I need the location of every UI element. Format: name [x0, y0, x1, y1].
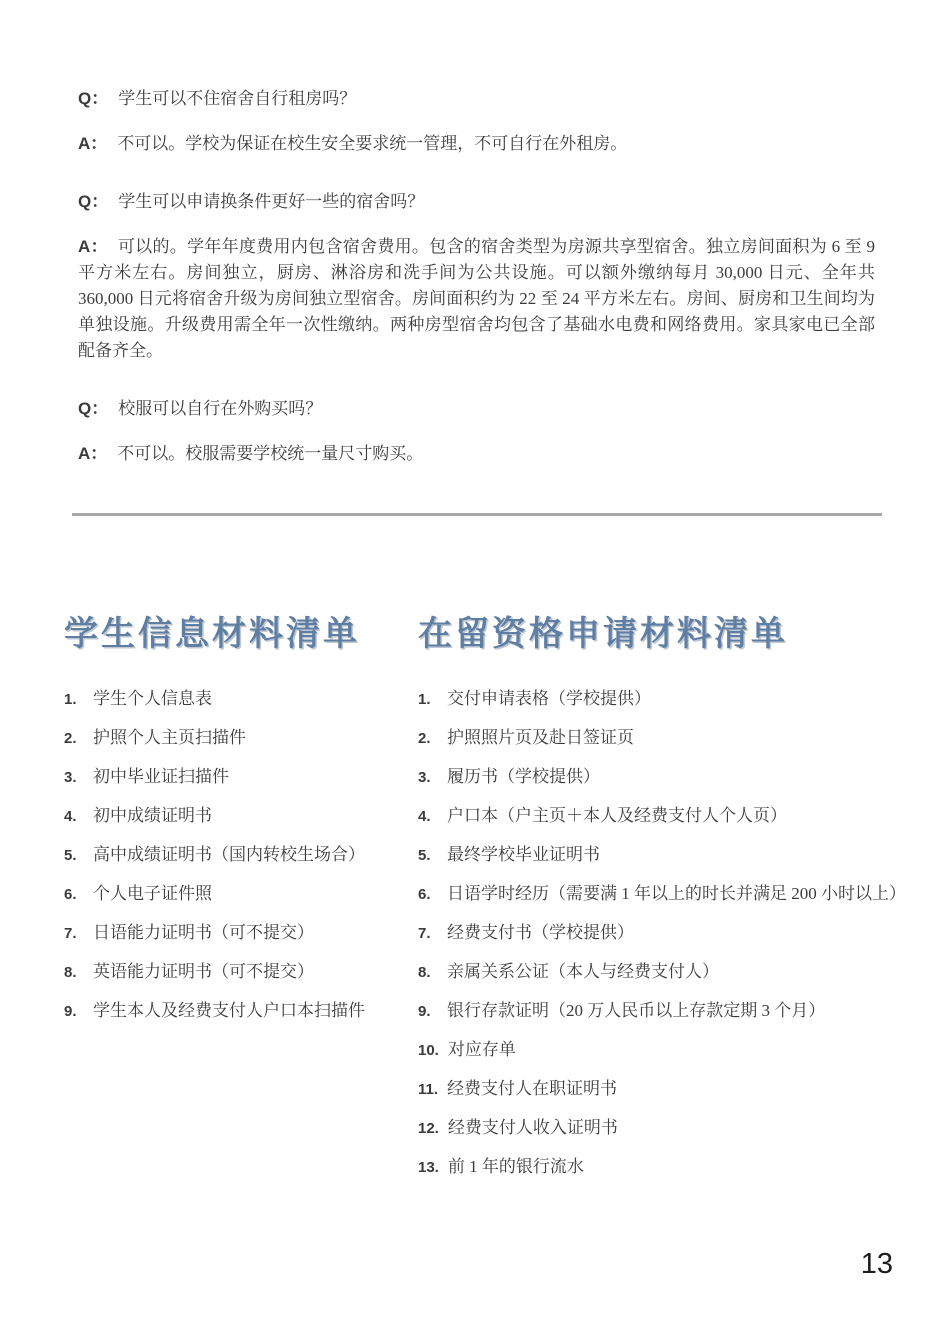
list-item: [64, 804, 418, 829]
list-item-text: 英语能力证明书（可不提交）: [93, 962, 314, 981]
list-item-text: 日语能力证明书（可不提交）: [93, 923, 314, 942]
answer-label: A：: [78, 134, 108, 153]
list-item-number: 8.: [64, 964, 77, 981]
list-item: [418, 1077, 915, 1102]
question-text: 学生可以申请换条件更好一些的宿舍吗？: [118, 192, 425, 211]
list-item-number: 5.: [64, 847, 77, 864]
residence-application-checklist-title: 在留资格申请材料清单: [418, 616, 788, 653]
list-item-number: 3.: [418, 769, 431, 786]
residence-application-checklist-list: [418, 687, 915, 1180]
answer-line: [78, 234, 875, 364]
list-item: [418, 726, 915, 751]
question-text: 校服可以自行在外购买吗？: [118, 399, 323, 418]
list-item-text: 经费支付书（学校提供）: [447, 923, 634, 942]
question-label: Q：: [78, 399, 109, 418]
list-item-text: 前 1 年的银行流水: [447, 1157, 584, 1176]
qa-pair: [78, 86, 875, 157]
list-item: [64, 999, 418, 1024]
list-item-text: 经费支付人收入证明书: [447, 1118, 618, 1137]
list-item-text: 对应存单: [447, 1040, 516, 1059]
list-item-number: 11.: [418, 1081, 439, 1098]
list-item: [418, 882, 915, 907]
answer-text: 不可以。校服需要学校统一量尺寸购买。: [117, 444, 424, 463]
list-item-number: 10.: [418, 1042, 439, 1059]
list-item: [64, 921, 418, 946]
list-item-text: 高中成绩证明书（国内转校生场合）: [93, 845, 365, 864]
list-item: [64, 765, 418, 790]
list-item: [418, 1116, 915, 1141]
list-item-number: 6.: [418, 886, 431, 903]
residence-application-checklist: [418, 606, 945, 1194]
list-item: [64, 882, 418, 907]
list-item-number: 2.: [64, 730, 77, 747]
answer-line: [78, 131, 875, 157]
list-item-text: 经费支付人在职证明书: [447, 1079, 618, 1098]
answer-text: 可以的。学年年度费用内包含宿舍费用。包含的宿舍类型为房源共享型宿舍。独立房间面积为 6 至 9 平方米左右。房间独立，厨房、淋浴房和洗手间为公共设施。可以额外缴纳每月 30,000 日元、全年共 360,000 日元将宿舍升级为房间独立型宿舍。房间面积约为 22 至 24 平方米左右。房间、厨房和卫生间均为单独设施。升级费用需全年一次性缴纳。两种房型宿舍均包含了基础水电费和网络费用。家具家电已全部配备齐全。: [78, 237, 875, 360]
list-item-number: 9.: [64, 1003, 77, 1020]
list-item-number: 9.: [418, 1003, 431, 1020]
question-line: [78, 189, 875, 215]
qa-pair: [78, 189, 875, 364]
list-item-number: 3.: [64, 769, 77, 786]
list-item-text: 户口本（户主页＋本人及经费支付人个人页）: [447, 806, 787, 825]
list-item-number: 7.: [418, 925, 431, 942]
page-number: 13: [860, 1248, 893, 1280]
answer-label: A：: [78, 444, 108, 463]
list-item-number: 2.: [418, 730, 431, 747]
list-item-text: 最终学校毕业证明书: [447, 845, 600, 864]
list-item: [418, 1038, 915, 1063]
list-item-text: 履历书（学校提供）: [447, 767, 600, 786]
list-item: [418, 999, 915, 1024]
list-item: [418, 687, 915, 712]
question-label: Q：: [78, 192, 109, 211]
list-item: [64, 687, 418, 712]
list-item: [418, 804, 915, 829]
list-item-text: 亲属关系公证（本人与经费支付人）: [447, 962, 719, 981]
list-item: [64, 843, 418, 868]
list-item-number: 6.: [64, 886, 77, 903]
list-item: [64, 726, 418, 751]
list-item-number: 5.: [418, 847, 431, 864]
answer-line: [78, 441, 875, 467]
question-label: Q：: [78, 89, 109, 108]
list-item-text: 个人电子证件照: [93, 884, 212, 903]
list-item-number: 1.: [418, 691, 431, 708]
qa-pair: [78, 396, 875, 467]
list-item: [64, 960, 418, 985]
student-info-checklist: [64, 606, 418, 1194]
section-divider: [72, 513, 882, 516]
list-item-text: 学生个人信息表: [93, 689, 212, 708]
list-item-text: 日语学时经历（需要满 1 年以上的时长并满足 200 小时以上）: [447, 884, 906, 903]
list-item: [418, 960, 915, 985]
list-item-text: 护照个人主页扫描件: [93, 728, 246, 747]
list-item-number: 4.: [64, 808, 77, 825]
list-item-number: 13.: [418, 1159, 439, 1176]
list-item-text: 初中毕业证扫描件: [93, 767, 229, 786]
list-item: [418, 765, 915, 790]
qa-section: [0, 0, 945, 467]
checklist-columns: [64, 606, 945, 1194]
student-info-checklist-list: [64, 687, 418, 1024]
list-item: [418, 1155, 915, 1180]
list-item: [418, 843, 915, 868]
list-item-text: 初中成绩证明书: [93, 806, 212, 825]
list-item-number: 4.: [418, 808, 431, 825]
list-item-number: 12.: [418, 1120, 439, 1137]
list-item-text: 交付申请表格（学校提供）: [447, 689, 651, 708]
question-text: 学生可以不住宿舍自行租房吗？: [118, 89, 357, 108]
question-line: [78, 86, 875, 112]
list-item-text: 学生本人及经费支付人户口本扫描件: [93, 1001, 365, 1020]
list-item: [418, 921, 915, 946]
list-item-number: 8.: [418, 964, 431, 981]
list-item-text: 护照照片页及赴日签证页: [447, 728, 634, 747]
answer-label: A：: [78, 237, 108, 256]
student-info-checklist-title: 学生信息材料清单: [64, 616, 360, 653]
list-item-text: 银行存款证明（20 万人民币以上存款定期 3 个月）: [447, 1001, 826, 1020]
list-item-number: 1.: [64, 691, 77, 708]
answer-text: 不可以。学校为保证在校生安全要求统一管理，不可自行在外租房。: [117, 134, 628, 153]
question-line: [78, 396, 875, 422]
list-item-number: 7.: [64, 925, 77, 942]
